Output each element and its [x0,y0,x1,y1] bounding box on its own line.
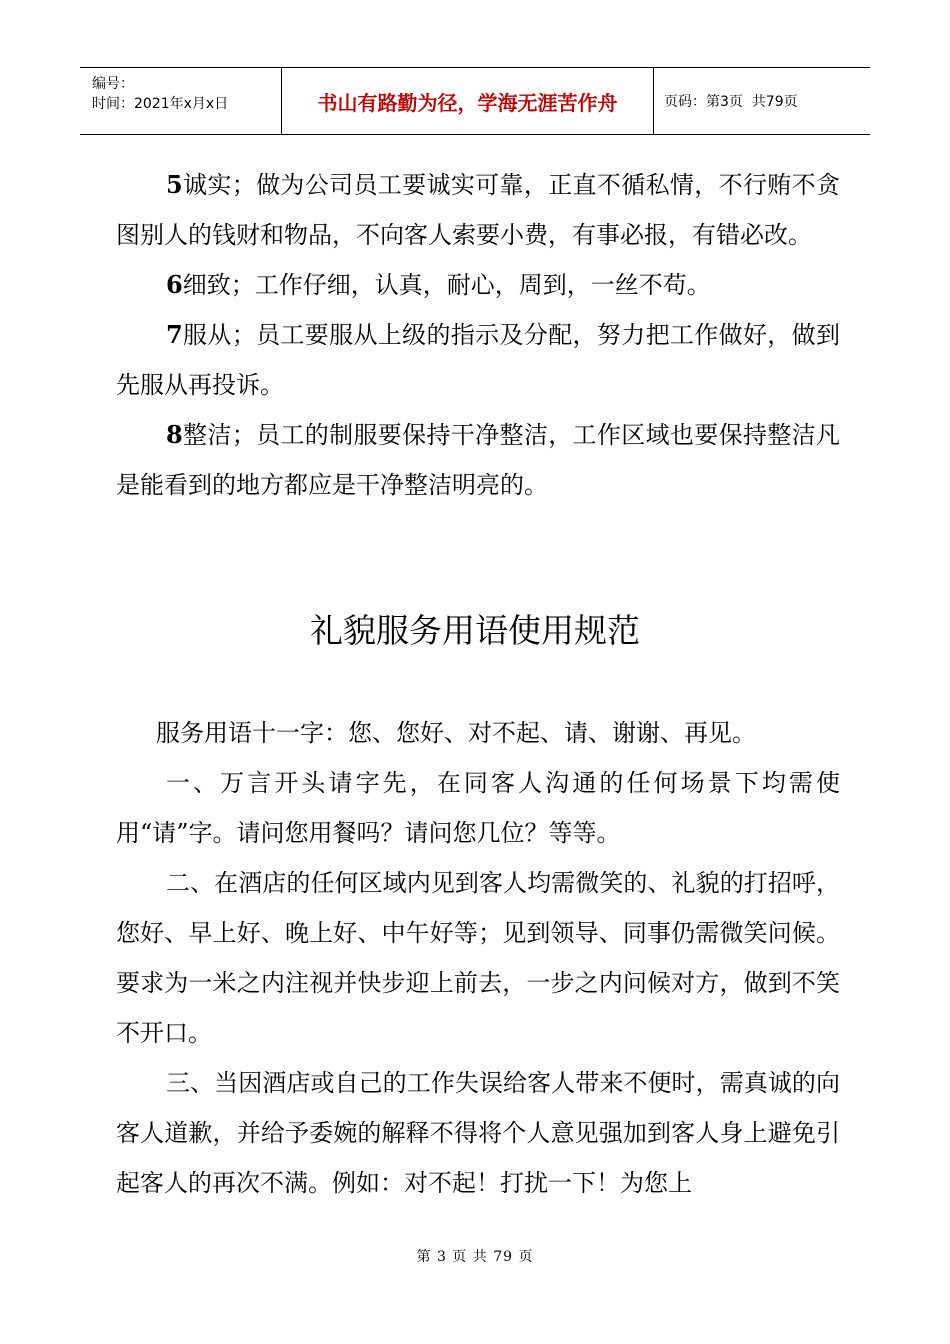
date-label: 时间：2021年x月x日 [92,96,229,112]
header-meta [80,68,282,134]
etiquette-section [116,708,840,1208]
rule-number: 8 [166,420,183,449]
body-paragraph: 二、在酒店的任何区域内见到客人均需微笑的、礼貌的打招呼，您好、早上好、晚上好、中午好等；见到领导、同事仍需微笑问候。要求为一米之内注视并快步迎上前去，一步之内问候对方，做到不笑不开口。 [116,869,840,1047]
page-footer [0,1246,950,1266]
rule-text: 整洁；员工的制服要保持干净整洁，工作区域也要保持整洁凡是能看到的地方都应是干净整洁明亮的。 [116,421,840,499]
rule-text: 服从；员工要服从上级的指示及分配，努力把工作做好，做到先服从再投诉。 [116,321,840,399]
rule-text: 诚实；做为公司员工要诚实可靠，正直不循私情，不行贿不贪图别人的钱财和物品，不向客人索要小费，有事必报，有错必改。 [116,171,840,249]
rules-section [116,160,840,510]
document-header [80,67,870,135]
body-paragraph: 三、当因酒店或自己的工作失误给客人带来不便时，需真诚的向客人道歉，并给予委婉的解释不得将个人意见强加到客人身上避免引起客人的再次不满。例如：对不起！打扰一下！为您上 [116,1069,840,1197]
body-paragraph: 一、万言开头请字先，在同客人沟通的任何场景下均需使用“请”字。请问您用餐吗？请问您几位？等等。 [116,769,840,847]
serial-number-label: 编号： [92,76,134,92]
lead-paragraph: 服务用语十一字：您、您好、对不起、请、谢谢、再见。 [156,719,756,747]
footer-page-number: 第 3 页 共 79 页 [416,1249,534,1265]
rule-number: 7 [166,320,183,349]
section-title: 礼貌服务用语使用规范 [310,611,640,650]
header-page-info [654,68,870,134]
rule-number: 5 [166,170,183,199]
rule-number: 6 [166,270,183,299]
rule-item [116,410,840,510]
header-motto: 书山有路勤为径，学海无涯苦作舟 [282,68,654,134]
rule-text: 细致；工作仔细，认真，耐心，周到，一丝不苟。 [182,271,711,299]
rule-item [116,260,840,310]
page-number-label: 页码：第3页 共79页 [664,94,798,110]
rule-item [116,160,840,260]
rule-item [116,310,840,410]
